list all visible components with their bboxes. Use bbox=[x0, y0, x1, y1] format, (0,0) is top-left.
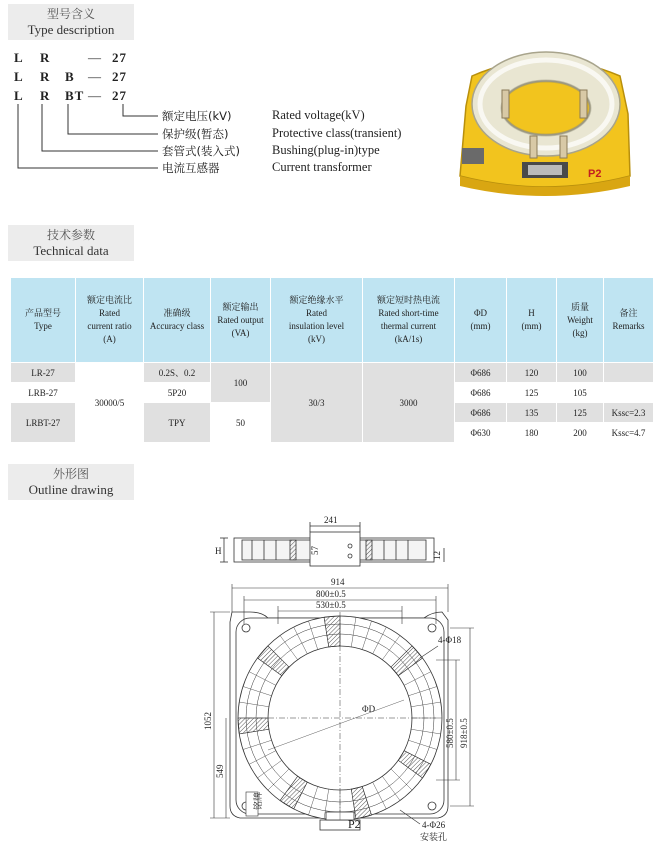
col-accuracy: 准确级 Accuracy class bbox=[144, 278, 211, 363]
cell-type: LRBT-27 bbox=[11, 403, 76, 443]
code-letter: R bbox=[40, 88, 51, 103]
cell-thermal: 3000 bbox=[363, 363, 455, 443]
meaning-en-voltage: Rated voltage(kV) bbox=[272, 108, 365, 122]
side-view bbox=[220, 522, 444, 566]
cell-height: 120 bbox=[507, 363, 557, 383]
cell-ratio: 30000/5 bbox=[76, 363, 144, 443]
col-type: 产品型号 Type bbox=[11, 278, 76, 363]
dim-57: 57 bbox=[310, 546, 320, 555]
col-diameter: ΦD (mm) bbox=[455, 278, 507, 363]
dim-holes18: 4-Φ18 bbox=[438, 635, 462, 645]
col-weight: 质量 Weight (kg) bbox=[557, 278, 604, 363]
code-letter: BT bbox=[65, 88, 85, 103]
dim-phid: ΦD bbox=[362, 704, 376, 714]
dim-549: 549 bbox=[215, 764, 225, 778]
cell-remark: Kssc=2.3 bbox=[604, 403, 654, 423]
cell-height: 180 bbox=[507, 423, 557, 443]
cell-weight: 200 bbox=[557, 423, 604, 443]
dim-800: 800±0.5 bbox=[316, 589, 346, 599]
cell-diameter: Φ630 bbox=[455, 423, 507, 443]
outline-drawing-title-en: Outline drawing bbox=[28, 482, 114, 497]
dim-12: 12 bbox=[432, 551, 442, 560]
meaning-en-protective: Protective class(transient) bbox=[272, 126, 402, 140]
dim-1052: 1052 bbox=[203, 712, 213, 730]
p2-label: P2 bbox=[348, 817, 361, 831]
code-letter: B bbox=[65, 69, 75, 84]
cell-accuracy: TPY bbox=[144, 403, 211, 443]
dim-580: 580±0.5 bbox=[445, 718, 455, 748]
code-number: 27 bbox=[112, 50, 127, 65]
dim-h-label: H bbox=[215, 546, 222, 556]
meaning-zh-voltage: 额定电压(kV) bbox=[162, 109, 232, 123]
dim-918: 918±0.5 bbox=[459, 718, 469, 748]
type-description-title-en: Type description bbox=[27, 22, 115, 37]
cell-diameter: Φ686 bbox=[455, 363, 507, 383]
cell-output: 100 bbox=[211, 363, 271, 403]
cell-diameter: Φ686 bbox=[455, 383, 507, 403]
cell-height: 135 bbox=[507, 403, 557, 423]
cell-weight: 105 bbox=[557, 383, 604, 403]
col-output: 额定输出 Rated output (VA) bbox=[211, 278, 271, 363]
cell-type: LRB-27 bbox=[11, 383, 76, 403]
meaning-zh-bushing: 套管式(装入式) bbox=[162, 144, 240, 158]
outline-drawing-title-zh: 外形图 bbox=[52, 467, 89, 481]
cell-accuracy: 5P20 bbox=[144, 383, 211, 403]
cell-height: 125 bbox=[507, 383, 557, 403]
meaning-en-ct: Current transformer bbox=[272, 160, 372, 174]
code-letter: L bbox=[14, 88, 24, 103]
technical-data-title-en: Technical data bbox=[33, 243, 109, 258]
code-number: 27 bbox=[112, 69, 127, 84]
cell-weight: 125 bbox=[557, 403, 604, 423]
code-dash: — bbox=[88, 50, 102, 65]
cell-diameter: Φ686 bbox=[455, 403, 507, 423]
dim-530: 530±0.5 bbox=[316, 600, 346, 610]
photo-p2-label: P2 bbox=[588, 168, 602, 180]
cell-remark: Kssc=4.7 bbox=[604, 423, 654, 443]
col-ratio: 额定电流比 Rated current ratio (A) bbox=[76, 278, 144, 363]
code-letter: R bbox=[40, 69, 51, 84]
code-letter: L bbox=[14, 50, 24, 65]
mounting-hole-label: 安装孔 bbox=[420, 833, 448, 842]
code-dash: — bbox=[88, 88, 102, 103]
cell-type: LR-27 bbox=[11, 363, 76, 383]
dim-241: 241 bbox=[324, 515, 338, 525]
cell-accuracy: 0.2S、0.2 bbox=[144, 363, 211, 383]
meaning-en-bushing: Bushing(plug-in)type bbox=[272, 143, 380, 157]
col-height: H (mm) bbox=[507, 278, 557, 363]
meaning-zh-ct: 电流互感器 bbox=[162, 161, 220, 175]
col-insulation: 额定绝缘水平 Rated insulation level (kV) bbox=[271, 278, 363, 363]
dim-holes26: 4-Φ26 bbox=[422, 820, 446, 830]
code-letter: R bbox=[40, 50, 51, 65]
dim-914: 914 bbox=[331, 577, 345, 587]
nameplate-label: 铭牌 bbox=[254, 791, 264, 810]
technical-data-title-zh: 技术参数 bbox=[46, 228, 95, 242]
col-remarks: 备注 Remarks bbox=[604, 278, 654, 363]
cell-weight: 100 bbox=[557, 363, 604, 383]
col-thermal: 额定短时热电流 Rated short-time thermal current (kA/1s) bbox=[363, 278, 455, 363]
cell-insulation: 30/3 bbox=[271, 363, 363, 443]
meaning-zh-protective: 保护级(暂态) bbox=[162, 127, 229, 141]
code-dash: — bbox=[88, 69, 102, 84]
code-letter: L bbox=[14, 69, 24, 84]
code-number: 27 bbox=[112, 88, 127, 103]
type-description-title-zh: 型号含义 bbox=[46, 7, 95, 21]
cell-output: 50 bbox=[211, 403, 271, 443]
